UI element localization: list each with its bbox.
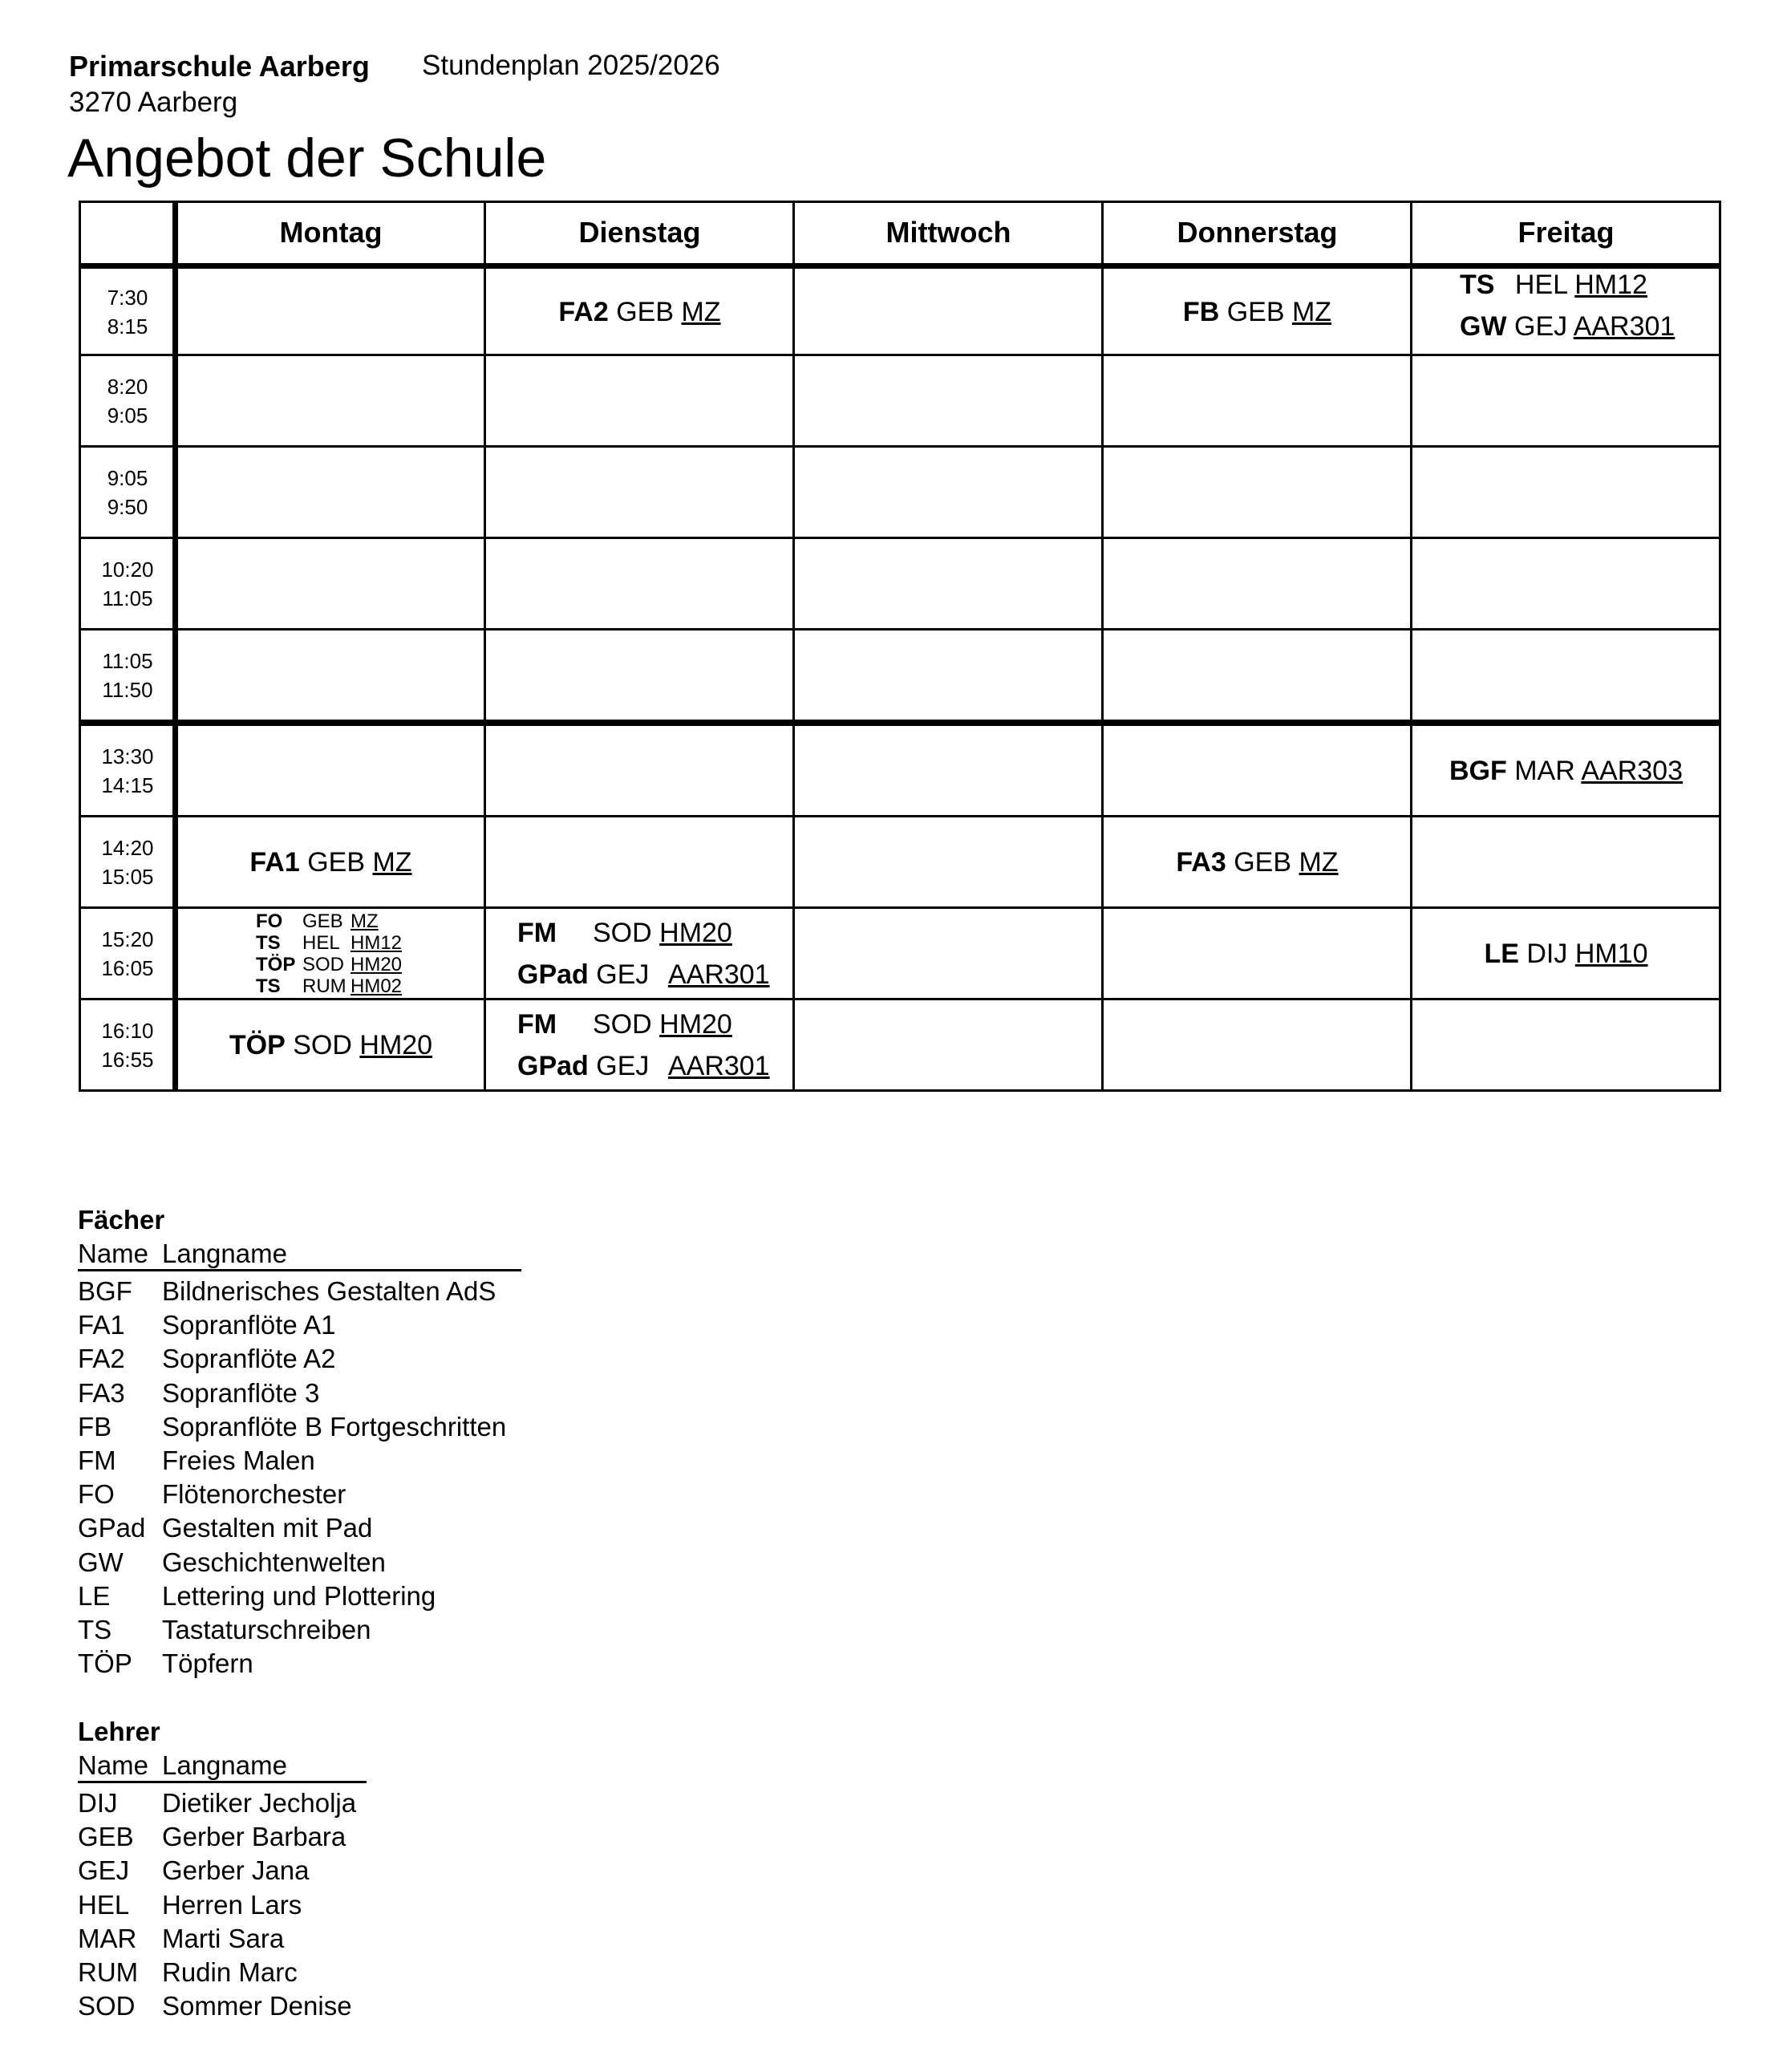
- day-header-wednesday: Mittwoch: [885, 216, 1011, 249]
- lesson-cell[interactable]: FA3 GEB MZ: [1176, 846, 1339, 878]
- school-name: Primarschule Aarberg: [69, 50, 370, 83]
- legend-code: RUM: [78, 1957, 139, 1987]
- lesson-cell[interactable]: FB GEB MZ: [1182, 296, 1332, 327]
- legend-code: GEB: [78, 1822, 134, 1852]
- time-slot: 7:30 8:15: [107, 286, 148, 339]
- legend-row: [78, 1991, 352, 2021]
- lesson-cell[interactable]: FO GEB MZ TS HEL HM12 TÖP SOD HM20 TS RUM HM02: [256, 910, 403, 997]
- teachers-legend-header: Name Langname: [78, 1750, 367, 1783]
- legend-row: [78, 1446, 315, 1476]
- legend-row: [78, 1344, 336, 1374]
- legend-row: [78, 1378, 319, 1409]
- legend-code: FA1: [78, 1310, 125, 1340]
- legend-longname: Töpfern: [162, 1648, 253, 1679]
- legend-code: FA2: [78, 1344, 125, 1374]
- legend-code: GEJ: [78, 1855, 130, 1886]
- lesson-cell[interactable]: FM SOD HM20 GPad GEJ AAR301: [517, 1009, 770, 1081]
- lesson-cell[interactable]: FM SOD HM20 GPad GEJ AAR301: [517, 918, 770, 990]
- legend-longname: Sopranflöte 3: [162, 1377, 320, 1408]
- legend-row: [78, 1547, 386, 1578]
- time-slot: 14:20 15:05: [101, 836, 154, 889]
- teachers-legend-title: Lehrer: [78, 1717, 160, 1746]
- legend-row: [78, 1513, 372, 1543]
- legend-code: GW: [78, 1547, 124, 1577]
- legend-longname: Herren Lars: [162, 1889, 302, 1920]
- lesson-cell[interactable]: LE DIJ HM10: [1484, 938, 1648, 969]
- lesson-cell[interactable]: TÖP SOD HM20: [229, 1029, 433, 1060]
- legend-row: [78, 1479, 346, 1510]
- lesson-cell[interactable]: FA1 GEB MZ: [249, 846, 412, 878]
- time-slot: 8:20 9:05: [107, 375, 148, 428]
- legend-row: [78, 1822, 346, 1852]
- time-slot: 9:05 9:50: [107, 466, 148, 519]
- legend-code: FB: [78, 1411, 112, 1441]
- legend-longname: Gerber Jana: [162, 1855, 310, 1886]
- day-header-monday: Montag: [279, 216, 383, 249]
- legend-code: FA3: [78, 1377, 125, 1408]
- school-address: 3270 Aarberg: [69, 87, 238, 118]
- legend-row: [78, 1581, 436, 1612]
- day-header-friday: Freitag: [1517, 216, 1615, 249]
- time-slot: 10:20 11:05: [101, 558, 154, 610]
- subjects-legend-title: Fächer: [78, 1205, 165, 1235]
- legend-longname: Lettering und Plottering: [162, 1580, 436, 1611]
- legend-row: [78, 1855, 309, 1886]
- legend-row: [78, 1957, 298, 1988]
- legend-row: [78, 1890, 302, 1920]
- legend-longname: Sommer Denise: [162, 1991, 352, 2021]
- legend-row: [78, 1615, 371, 1645]
- legend-row: [78, 1276, 496, 1307]
- time-slot: 11:05 11:50: [102, 649, 153, 702]
- legend-longname: Bildnerisches Gestalten AdS: [162, 1276, 496, 1306]
- legend-longname: Gerber Barbara: [162, 1822, 346, 1852]
- legend-longname: Flötenorchester: [162, 1479, 346, 1510]
- day-header-tuesday: Dienstag: [578, 216, 701, 249]
- legend-longname: Tastaturschreiben: [162, 1615, 371, 1644]
- legend-row: [78, 1310, 336, 1340]
- page-title: Angebot der Schule: [67, 128, 547, 189]
- lesson-cell[interactable]: FA2 GEB MZ: [558, 296, 721, 327]
- legend-code: FO: [78, 1479, 115, 1510]
- legend-longname: Sopranflöte A1: [162, 1310, 336, 1340]
- legend-longname: Rudin Marc: [162, 1957, 298, 1987]
- legend-code: HEL: [78, 1889, 130, 1920]
- legend-code: TS: [78, 1615, 112, 1644]
- time-slot: 13:30 14:15: [101, 744, 154, 797]
- legend-longname: Freies Malen: [162, 1446, 315, 1475]
- legend-longname: Sopranflöte A2: [162, 1344, 336, 1374]
- lesson-cell[interactable]: BGF MAR AAR303: [1449, 755, 1683, 786]
- legend-row: [78, 1648, 253, 1679]
- time-slot: 16:10 16:55: [101, 1019, 154, 1072]
- legend-row: [78, 1924, 284, 1954]
- legend-code: SOD: [78, 1991, 136, 2021]
- time-slot: 15:20 16:05: [101, 927, 154, 980]
- legend-longname: Dietiker Jecholja: [162, 1788, 357, 1818]
- legend-code: FM: [78, 1446, 116, 1475]
- subjects-legend-header: Name Langname: [78, 1239, 521, 1271]
- schedule-year: Stundenplan 2025/2026: [422, 50, 720, 81]
- legend-code: GPad: [78, 1513, 146, 1543]
- legend-code: TÖP: [78, 1648, 132, 1679]
- lesson-cell[interactable]: TS HEL HM12 GW GEJ AAR301: [1460, 270, 1676, 342]
- legend-longname: Geschichtenwelten: [162, 1547, 386, 1577]
- legend-code: LE: [78, 1580, 111, 1611]
- legend-code: MAR: [78, 1923, 137, 1953]
- day-header-thursday: Donnerstag: [1177, 216, 1338, 249]
- legend-longname: Marti Sara: [162, 1923, 285, 1953]
- legend-row: [78, 1788, 356, 1819]
- legend-longname: Sopranflöte B Fortgeschritten: [162, 1411, 507, 1441]
- legend-row: [78, 1412, 506, 1442]
- legend-code: DIJ: [78, 1788, 118, 1818]
- legend-longname: Gestalten mit Pad: [162, 1513, 373, 1543]
- legend-code: BGF: [78, 1276, 132, 1306]
